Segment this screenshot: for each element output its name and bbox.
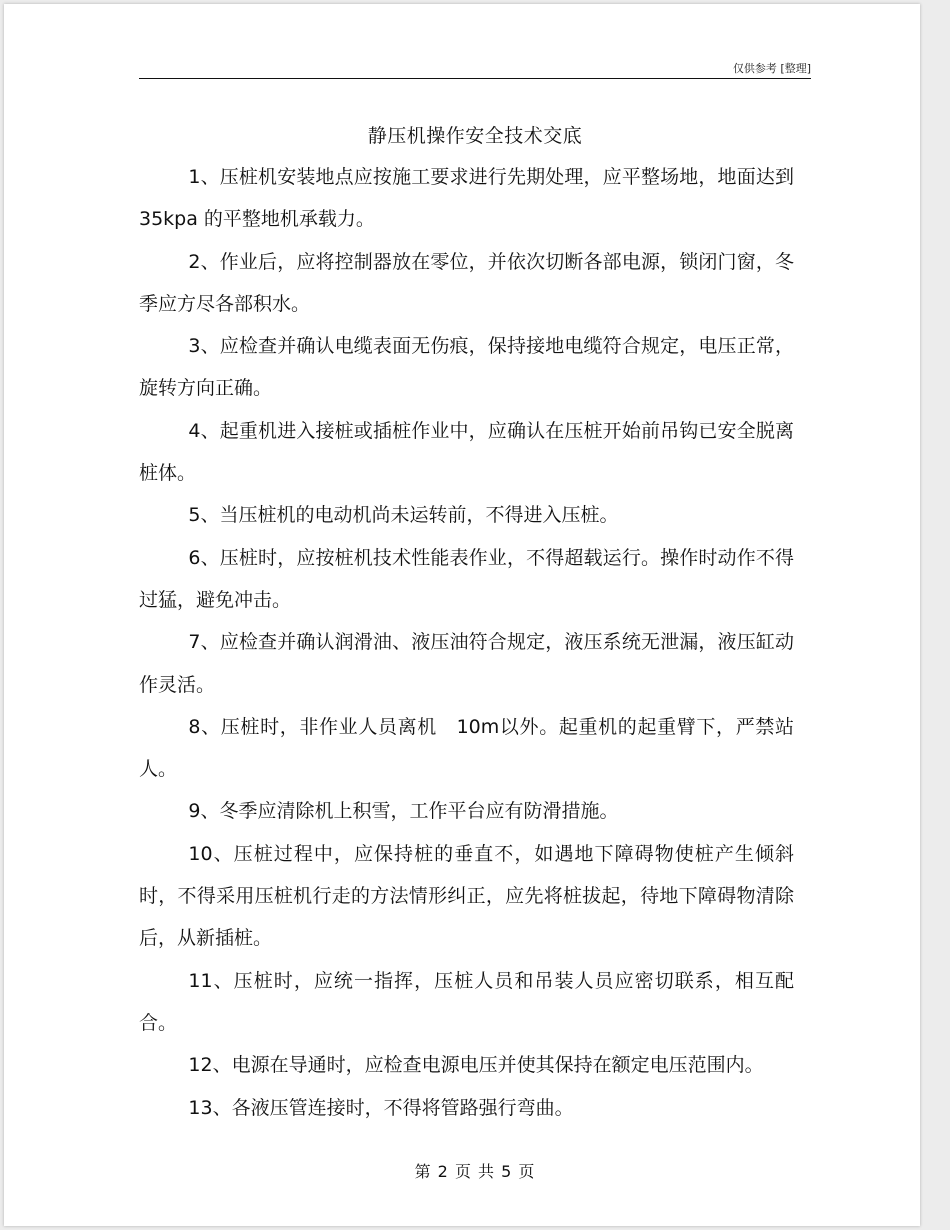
paragraph-8: 8、压桩时，非作业人员离机 10m以外。起重机的起重臂下，严禁站人。: [139, 715, 794, 781]
page-header: [139, 58, 811, 79]
paragraph-10: 10、压桩过程中，应保持桩的垂直不，如遇地下障碍物使桩产生倾斜时，不得采用压桩机行走的方法情形纠正，应先将桩拔起，待地下障碍物清除后，从新插桩。: [139, 842, 794, 950]
paragraph-4: 4、起重机进入接桩或插桩作业中，应确认在压桩开始前吊钩已安全脱离桩体。: [139, 419, 794, 485]
paragraph-9: 9、冬季应清除机上积雪，工作平台应有防滑措施。: [188, 800, 619, 823]
paragraph-12: 12、电源在导通时，应检查电源电压并使其保持在额定电压范围内。: [188, 1054, 764, 1077]
paragraph-7: 7、应检查并确认润滑油、液压油符合规定，液压系统无泄漏，液压缸动作灵活。: [139, 631, 794, 696]
paragraph-3: 3、应检查并确认电缆表面无伤痕，保持接地电缆符合规定，电压正常，旋转方向正确。: [139, 335, 794, 400]
paragraph-5: 5、当压桩机的电动机尚未运转前，不得进入压桩。: [188, 504, 619, 527]
header-note: 仅供参考 [整理]: [732, 62, 811, 75]
document-title: 静压机操作安全技术交底: [367, 125, 583, 147]
document-body: [139, 156, 794, 1129]
paragraph-6: 6、压桩时，应按桩机技术性能表作业，不得超载运行。操作时动作不得过猛，避免冲击。: [139, 546, 794, 611]
paragraph-11: 11、压桩时，应统一指挥，压桩人员和吊装人员应密切联系，相互配合。: [139, 969, 794, 1034]
document-page: [4, 4, 920, 1226]
paragraph-13: 13、各液压管连接时，不得将管路强行弯曲。: [188, 1096, 574, 1119]
page-number: 第 2 页 共 5 页: [414, 1162, 536, 1181]
paragraph-2: 2、作业后，应将控制器放在零位，并依次切断各部电源，锁闭门窗，冬季应方尽各部积水。: [139, 250, 794, 315]
paragraph-1: 1、压桩机安装地点应按施工要求进行先期处理，应平整场地，地面达到 35kpa 的平整地机承载力。: [139, 166, 794, 231]
